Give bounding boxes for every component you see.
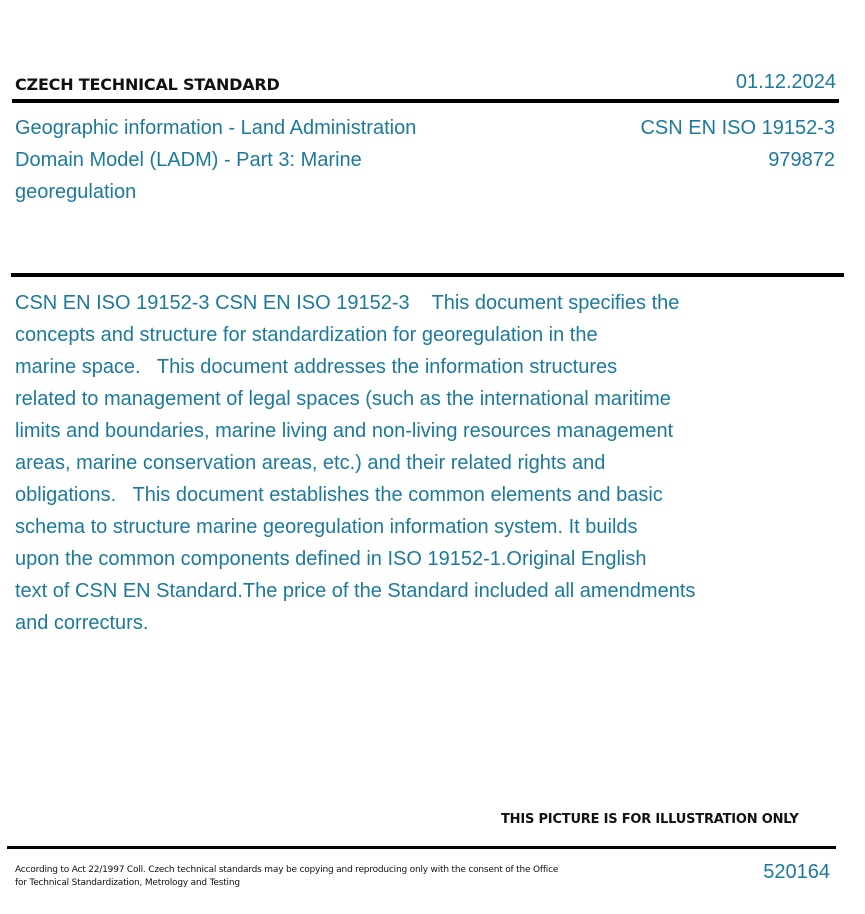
document-title-line: georegulation xyxy=(15,181,137,203)
abstract-line: upon the common components defined in ISO 19152-1.Original English xyxy=(15,548,647,570)
copyright-notice-line: for Technical Standardization, Metrology and Testing xyxy=(15,878,240,888)
copyright-notice xyxy=(15,864,595,890)
abstract-line: CSN EN ISO 19152-3 CSN EN ISO 19152-3 This document specifies the xyxy=(15,292,680,314)
abstract-line: concepts and structure for standardization for georegulation in the xyxy=(15,324,598,346)
illustration-disclaimer: THIS PICTURE IS FOR ILLUSTRATION ONLY xyxy=(501,812,799,827)
abstract-line: obligations. This document establishes the common elements and basic xyxy=(15,484,663,506)
abstract-line: text of CSN EN Standard.The price of the Standard included all amendments xyxy=(15,580,696,602)
abstract-line: areas, marine conservation areas, etc.) and their related rights and xyxy=(15,452,606,474)
footer-divider xyxy=(7,846,836,849)
abstract-line: related to management of legal spaces (such as the international maritime xyxy=(15,388,671,410)
standard-type-heading: CZECH TECHNICAL STANDARD xyxy=(15,75,280,94)
standard-code: CSN EN ISO 19152-3 xyxy=(640,117,835,139)
top-divider xyxy=(12,99,839,103)
abstract-line: schema to structure marine georegulation information system. It builds xyxy=(15,516,638,538)
catalog-number: 979872 xyxy=(768,149,835,171)
document-title xyxy=(15,112,485,208)
publication-date: 01.12.2024 xyxy=(735,71,836,93)
document-title-line: Domain Model (LADM) - Part 3: Marine xyxy=(15,149,362,171)
abstract-line: marine space. This document addresses the information structures xyxy=(15,356,618,378)
abstract-text xyxy=(15,287,760,639)
document-title-line: Geographic information - Land Administration xyxy=(15,117,417,139)
abstract-line: and correcturs. xyxy=(15,612,149,634)
section-divider xyxy=(11,273,844,277)
footer-number: 520164 xyxy=(763,861,830,883)
document-identifiers xyxy=(640,112,835,176)
copyright-notice-line: According to Act 22/1997 Coll. Czech technical standards may be copying and reproducing only with the consent of the Office xyxy=(15,865,559,875)
abstract-line: limits and boundaries, marine living and non-living resources management xyxy=(15,420,674,442)
